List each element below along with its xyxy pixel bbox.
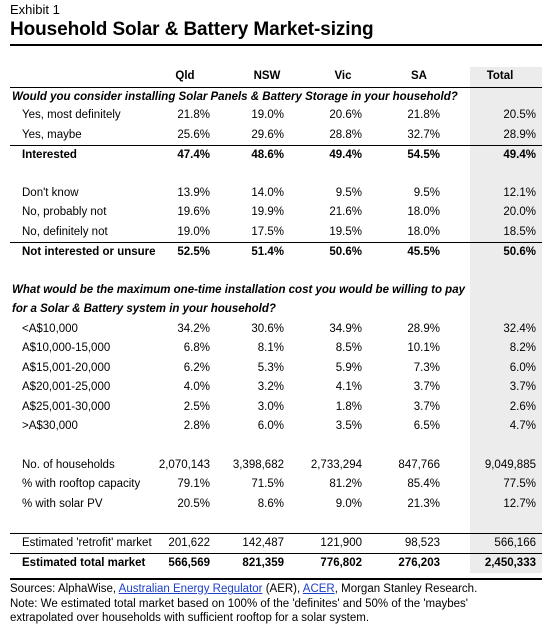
cell-nsw: 71.5% bbox=[251, 478, 284, 490]
cell-vic: 49.4% bbox=[329, 149, 362, 161]
cell-sa: 18.0% bbox=[407, 225, 440, 238]
cell-nsw: 29.6% bbox=[251, 128, 284, 141]
cell-total: 20.5% bbox=[503, 109, 536, 121]
cell-total: 77.5% bbox=[503, 478, 536, 490]
interested-total-row bbox=[10, 145, 542, 165]
table-row bbox=[10, 339, 542, 359]
cell-sa: 7.3% bbox=[413, 361, 440, 374]
spacer bbox=[10, 165, 542, 184]
cell-vic: 81.2% bbox=[329, 478, 362, 490]
cell-total: 12.7% bbox=[503, 497, 536, 510]
question-2-row-1 bbox=[10, 281, 542, 301]
row-label: No. of households bbox=[22, 458, 115, 471]
column-header-nsw: NSW bbox=[253, 70, 281, 82]
cell-qld: 4.0% bbox=[183, 381, 210, 393]
cell-sa: 45.5% bbox=[407, 246, 440, 258]
question-2-line-1: What would be the maximum one-time installation cost you would be willing to pay bbox=[12, 283, 466, 296]
spacer bbox=[10, 262, 542, 281]
cell-total: 6.0% bbox=[509, 361, 536, 374]
row-label: Interested bbox=[22, 149, 77, 161]
cell-total: 3.7% bbox=[509, 381, 536, 393]
table-row bbox=[10, 320, 542, 340]
cell-nsw: 51.4% bbox=[251, 246, 284, 258]
table-row bbox=[10, 398, 542, 418]
cell-total: 2,450,333 bbox=[484, 556, 536, 569]
cell-sa: 85.4% bbox=[407, 478, 440, 490]
table-row bbox=[10, 417, 542, 437]
cell-qld: 19.6% bbox=[177, 206, 210, 218]
column-header-sa: SA bbox=[411, 70, 427, 82]
cell-nsw: 17.5% bbox=[251, 225, 284, 238]
row-label: No, probably not bbox=[22, 206, 107, 218]
cell-qld: 21.8% bbox=[177, 109, 210, 121]
cell-sa: 9.5% bbox=[413, 186, 440, 199]
cell-nsw: 3.2% bbox=[257, 381, 284, 393]
row-label: <A$10,000 bbox=[22, 322, 78, 335]
exhibit-header bbox=[10, 2, 542, 42]
cell-vic: 34.9% bbox=[329, 322, 362, 335]
row-label: Estimated total market bbox=[22, 556, 146, 569]
column-header-vic: Vic bbox=[334, 70, 352, 82]
cell-total: 4.7% bbox=[509, 420, 536, 432]
table-row bbox=[10, 456, 542, 476]
cell-sa: 276,203 bbox=[398, 556, 440, 569]
question-2-line-2: for a Solar & Battery system in your household? bbox=[12, 303, 276, 315]
cell-sa: 6.5% bbox=[413, 420, 440, 432]
cell-qld: 6.2% bbox=[183, 361, 210, 374]
column-header-total: Total bbox=[486, 70, 514, 82]
cell-sa: 21.8% bbox=[407, 109, 440, 121]
table-row bbox=[10, 223, 542, 243]
cell-qld: 25.6% bbox=[177, 128, 210, 141]
cell-total: 49.4% bbox=[503, 149, 536, 161]
cell-nsw: 8.1% bbox=[257, 342, 284, 354]
cell-total: 9,049,885 bbox=[484, 458, 536, 471]
cell-total: 2.6% bbox=[509, 400, 536, 413]
cell-nsw: 14.0% bbox=[251, 186, 284, 199]
cell-qld: 34.2% bbox=[177, 322, 210, 335]
cell-sa: 3.7% bbox=[413, 400, 440, 413]
acer-link[interactable]: ACER bbox=[302, 583, 335, 595]
cell-vic: 5.9% bbox=[335, 361, 362, 374]
sources-suffix: , Morgan Stanley Research. bbox=[334, 583, 478, 595]
row-label: Yes, most definitely bbox=[22, 109, 121, 121]
row-label: A$15,001-20,000 bbox=[22, 361, 111, 374]
cell-nsw: 19.0% bbox=[251, 109, 284, 121]
cell-total: 28.9% bbox=[503, 128, 536, 141]
sources-prefix: Sources: AlphaWise, bbox=[10, 583, 119, 595]
exhibit-label: Exhibit 1 bbox=[10, 2, 60, 17]
cell-total: 20.0% bbox=[503, 206, 536, 218]
cell-vic: 21.6% bbox=[329, 206, 362, 218]
row-label: Not interested or unsure bbox=[22, 246, 156, 258]
row-label: A$10,000-15,000 bbox=[22, 342, 111, 354]
cell-sa: 847,766 bbox=[398, 458, 440, 471]
table-row bbox=[10, 106, 542, 126]
table-row bbox=[10, 359, 542, 379]
cell-vic: 121,900 bbox=[320, 537, 362, 549]
cell-nsw: 5.3% bbox=[257, 361, 284, 374]
aer-link[interactable]: Australian Energy Regulator bbox=[118, 583, 263, 595]
cell-qld: 47.4% bbox=[177, 149, 210, 161]
cell-qld: 19.0% bbox=[177, 225, 210, 238]
table-row bbox=[10, 378, 542, 398]
cell-nsw: 8.6% bbox=[257, 497, 284, 510]
aer-suffix: (AER), bbox=[262, 583, 303, 595]
table-row bbox=[10, 203, 542, 223]
cell-total: 566,166 bbox=[494, 537, 536, 549]
cell-total: 32.4% bbox=[503, 322, 536, 335]
table-row bbox=[10, 475, 542, 495]
cell-sa: 21.3% bbox=[407, 497, 440, 510]
row-label: Estimated 'retrofit' market bbox=[22, 537, 152, 549]
cell-nsw: 30.6% bbox=[251, 322, 284, 335]
column-header-row bbox=[10, 67, 542, 87]
row-label: % with solar PV bbox=[22, 497, 103, 510]
cell-qld: 52.5% bbox=[177, 246, 210, 258]
cell-sa: 54.5% bbox=[407, 149, 440, 161]
table-row bbox=[10, 495, 542, 515]
cell-sa: 32.7% bbox=[407, 128, 440, 141]
cell-nsw: 821,359 bbox=[242, 556, 284, 569]
row-label: >A$30,000 bbox=[22, 420, 78, 432]
cell-qld: 13.9% bbox=[177, 186, 210, 199]
cell-vic: 9.0% bbox=[335, 497, 362, 510]
cell-qld: 2.8% bbox=[183, 420, 210, 432]
cell-total: 12.1% bbox=[503, 186, 536, 199]
sources-line bbox=[10, 582, 542, 597]
cell-qld: 79.1% bbox=[177, 478, 210, 490]
cell-vic: 4.1% bbox=[335, 381, 362, 393]
note-line-1: Note: We estimated total market based on 100% of the 'definites' and 50% of the 'maybes' bbox=[10, 597, 468, 610]
cell-nsw: 3,398,682 bbox=[232, 458, 284, 471]
cell-nsw: 142,487 bbox=[242, 537, 284, 549]
footer-notes bbox=[10, 578, 542, 626]
retrofit-market-row bbox=[10, 533, 542, 553]
not-interested-total-row bbox=[10, 242, 542, 262]
cell-sa: 28.9% bbox=[407, 322, 440, 335]
cell-vic: 28.8% bbox=[329, 128, 362, 141]
cell-nsw: 6.0% bbox=[257, 420, 284, 432]
total-market-row bbox=[10, 553, 542, 573]
cell-total: 50.6% bbox=[503, 246, 536, 258]
cell-vic: 3.5% bbox=[335, 420, 362, 432]
cell-qld: 566,569 bbox=[168, 556, 210, 569]
cell-qld: 20.5% bbox=[177, 497, 210, 510]
table-row bbox=[10, 184, 542, 204]
spacer bbox=[10, 514, 542, 533]
cell-sa: 10.1% bbox=[407, 342, 440, 354]
market-sizing-table bbox=[10, 67, 542, 572]
cell-nsw: 3.0% bbox=[257, 400, 284, 413]
row-label: No, definitely not bbox=[22, 225, 108, 238]
cell-sa: 98,523 bbox=[404, 537, 440, 549]
cell-total: 18.5% bbox=[503, 225, 536, 238]
exhibit-title: Household Solar & Battery Market-sizing bbox=[10, 19, 374, 40]
cell-nsw: 48.6% bbox=[251, 149, 284, 161]
cell-qld: 6.8% bbox=[183, 342, 210, 354]
cell-sa: 3.7% bbox=[413, 381, 440, 393]
row-label: Yes, maybe bbox=[22, 128, 82, 141]
cell-vic: 9.5% bbox=[335, 186, 362, 199]
cell-vic: 2,733,294 bbox=[310, 458, 362, 471]
column-header-qld: Qld bbox=[175, 70, 195, 82]
spacer bbox=[10, 437, 542, 456]
cell-vic: 8.5% bbox=[335, 342, 362, 354]
cell-qld: 201,622 bbox=[168, 537, 210, 549]
cell-qld: 2,070,143 bbox=[158, 458, 210, 471]
cell-vic: 776,802 bbox=[320, 556, 362, 569]
question-1-row bbox=[10, 87, 542, 107]
cell-sa: 18.0% bbox=[407, 206, 440, 218]
cell-vic: 19.5% bbox=[329, 225, 362, 238]
row-label: A$20,001-25,000 bbox=[22, 381, 111, 393]
cell-vic: 1.8% bbox=[335, 400, 362, 413]
cell-total: 8.2% bbox=[509, 342, 536, 354]
cell-qld: 2.5% bbox=[183, 400, 210, 413]
cell-nsw: 19.9% bbox=[251, 206, 284, 218]
row-label: Don't know bbox=[22, 186, 79, 199]
row-label: A$25,001-30,000 bbox=[22, 400, 111, 413]
note-line-2: extrapolated over households with sufficient rooftop for a solar system. bbox=[10, 612, 370, 624]
table-row bbox=[10, 126, 542, 146]
question-2-row-2 bbox=[10, 300, 542, 320]
row-label: % with rooftop capacity bbox=[22, 478, 141, 490]
cell-vic: 20.6% bbox=[329, 109, 362, 121]
title-divider bbox=[10, 44, 542, 46]
cell-vic: 50.6% bbox=[329, 246, 362, 258]
question-1: Would you consider installing Solar Panels & Battery Storage in your household? bbox=[12, 90, 458, 103]
